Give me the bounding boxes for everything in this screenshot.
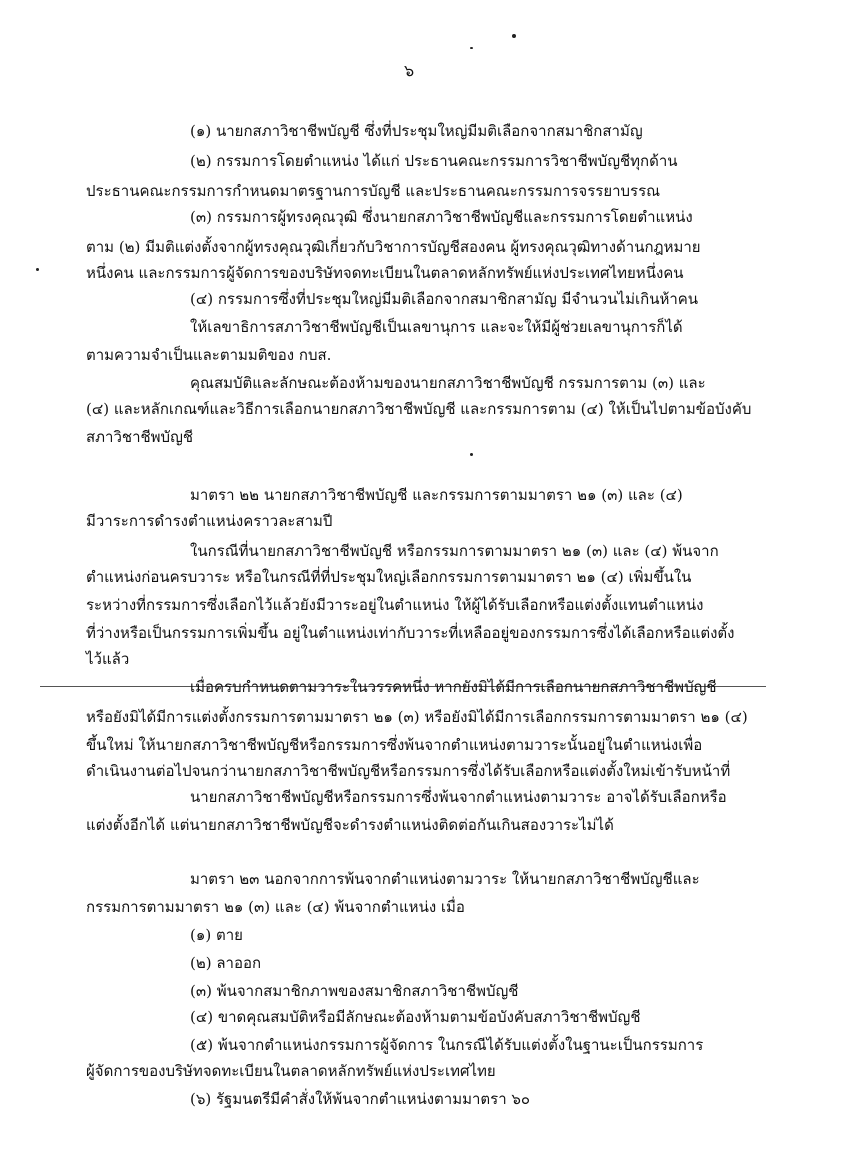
text-line: ประธานคณะกรรมการกำหนดมาตรฐานการบัญชี และประธานคณะกรรมการจรรยาบรรณ [86, 182, 661, 200]
list-item: (๓) พ้นจากสมาชิกภาพของสมาชิกสภาวิชาชีพบัญชี [190, 982, 519, 1000]
list-item: (๕) พ้นจากตำแหน่งกรรมการผู้จัดการ ในกรณีได้รับแต่งตั้งในฐานะเป็นกรรมการ [190, 1036, 704, 1054]
list-item: (๖) รัฐมนตรีมีคำสั่งให้พ้นจากตำแหน่งตามมาตรา ๖๐ [190, 1090, 531, 1108]
text-line: ตาม (๒) มีมติแต่งตั้งจากผู้ทรงคุณวุฒิเกี่ยวกับวิชาการบัญชีสองคน ผู้ทรงคุณวุฒิทางด้านกฎหมาย [86, 238, 701, 256]
section-22-heading: มาตรา ๒๒ นายกสภาวิชาชีพบัญชี และกรรมการตามมาตรา ๒๑ (๓) และ (๔) [190, 486, 683, 504]
text-line: นายกสภาวิชาชีพบัญชีหรือกรรมการซึ่งพ้นจากตำแหน่งตามวาระ อาจได้รับเลือกหรือ [190, 788, 727, 806]
scan-speck [512, 34, 516, 38]
text-line: ระหว่างที่กรรมการซึ่งเลือกไว้แล้วยังมีวาระอยู่ในตำแหน่ง ให้ผู้ได้รับเลือกหรือแต่งตั้งแทนตำแหน่ง [86, 596, 704, 614]
text-line: ผู้จัดการของบริษัทจดทะเบียนในตลาดหลักทรัพย์แห่งประเทศไทย [86, 1062, 496, 1080]
text-line: คุณสมบัติและลักษณะต้องห้ามของนายกสภาวิชาชีพบัญชี กรรมการตาม (๓) และ [190, 374, 706, 392]
text-line: ในกรณีที่นายกสภาวิชาชีพบัญชี หรือกรรมการตามมาตรา ๒๑ (๓) และ (๔) พ้นจาก [190, 542, 719, 560]
text-line: มีวาระการดำรงตำแหน่งคราวละสามปี [86, 512, 333, 530]
text-line: หรือยังมิได้มีการแต่งตั้งกรรมการตามมาตรา ๒๑ (๓) หรือยังมิได้มีการเลือกกรรมการตามมาตรา ๒๑ (๔) [86, 708, 748, 726]
text-line: (๓) กรรมการผู้ทรงคุณวุฒิ ซึ่งนายกสภาวิชาชีพบัญชีและกรรมการโดยตำแหน่ง [190, 208, 693, 226]
scan-speck [470, 453, 473, 456]
text-line: (๔) และหลักเกณฑ์และวิธีการเลือกนายกสภาวิชาชีพบัญชี และกรรมการตาม (๔) ให้เป็นไปตามข้อบังคับ [86, 400, 752, 418]
text-line: (๑) นายกสภาวิชาชีพบัญชี ซึ่งที่ประชุมใหญ่มีมติเลือกจากสมาชิกสามัญ [190, 122, 643, 140]
section-23-heading: มาตรา ๒๓ นอกจากการพ้นจากตำแหน่งตามวาระ ให้นายกสภาวิชาชีพบัญชีและ [190, 870, 700, 888]
text-line: ตามความจำเป็นและตามมติของ กบส. [86, 346, 332, 364]
list-item: (๒) ลาออก [190, 954, 262, 972]
text-line: เมื่อครบกำหนดตามวาระในวรรคหนึ่ง หากยังมิได้มีการเลือกนายกสภาวิชาชีพบัญชี [190, 678, 717, 696]
text-line: (๒) กรรมการโดยตำแหน่ง ได้แก่ ประธานคณะกรรมการวิชาชีพบัญชีทุกด้าน [190, 152, 678, 170]
text-line: ให้เลขาธิการสภาวิชาชีพบัญชีเป็นเลขานุการ และจะให้มีผู้ช่วยเลขานุการก็ได้ [190, 318, 683, 336]
page-number: ๖ [404, 61, 415, 80]
text-line: ตำแหน่งก่อนครบวาระ หรือในกรณีที่ที่ประชุมใหญ่เลือกกรรมการตามมาตรา ๒๑ (๔) เพิ่มขึ้นใน [86, 568, 692, 586]
text-line: ที่ว่างหรือเป็นกรรมการเพิ่มขึ้น อยู่ในตำแหน่งเท่ากับวาระที่เหลืออยู่ของกรรมการซึ่งได้เลือกหรือแต่งตั้ง [86, 624, 735, 642]
scan-speck [36, 268, 39, 271]
scan-speck [470, 47, 473, 49]
text-line: ไว้แล้ว [86, 650, 130, 668]
list-item: (๔) ขาดคุณสมบัติหรือมีลักษณะต้องห้ามตามข้อบังคับสภาวิชาชีพบัญชี [190, 1008, 641, 1026]
text-line: หนึ่งคน และกรรมการผู้จัดการของบริษัทจดทะเบียนในตลาดหลักทรัพย์แห่งประเทศไทยหนึ่งคน [86, 264, 684, 282]
text-line: สภาวิชาชีพบัญชี [86, 428, 194, 446]
text-line: กรรมการตามมาตรา ๒๑ (๓) และ (๔) พ้นจากตำแหน่ง เมื่อ [86, 898, 465, 916]
list-item: (๑) ตาย [190, 926, 243, 944]
text-line: แต่งตั้งอีกได้ แต่นายกสภาวิชาชีพบัญชีจะดำรงตำแหน่งติดต่อกันเกินสองวาระไม่ได้ [86, 816, 614, 834]
text-line: ขึ้นใหม่ ให้นายกสภาวิชาชีพบัญชีหรือกรรมการซึ่งพ้นจากตำแหน่งตามวาระนั้นอยู่ในตำแหน่งเพื่อ [86, 736, 703, 754]
text-line: ดำเนินงานต่อไปจนกว่านายกสภาวิชาชีพบัญชีหรือกรรมการซึ่งได้รับเลือกหรือแต่งตั้งใหม่เข้ารับหน้าที่ [86, 762, 731, 780]
text-line: (๔) กรรมการซึ่งที่ประชุมใหญ่มีมติเลือกจากสมาชิกสามัญ มีจำนวนไม่เกินห้าคน [190, 290, 699, 308]
